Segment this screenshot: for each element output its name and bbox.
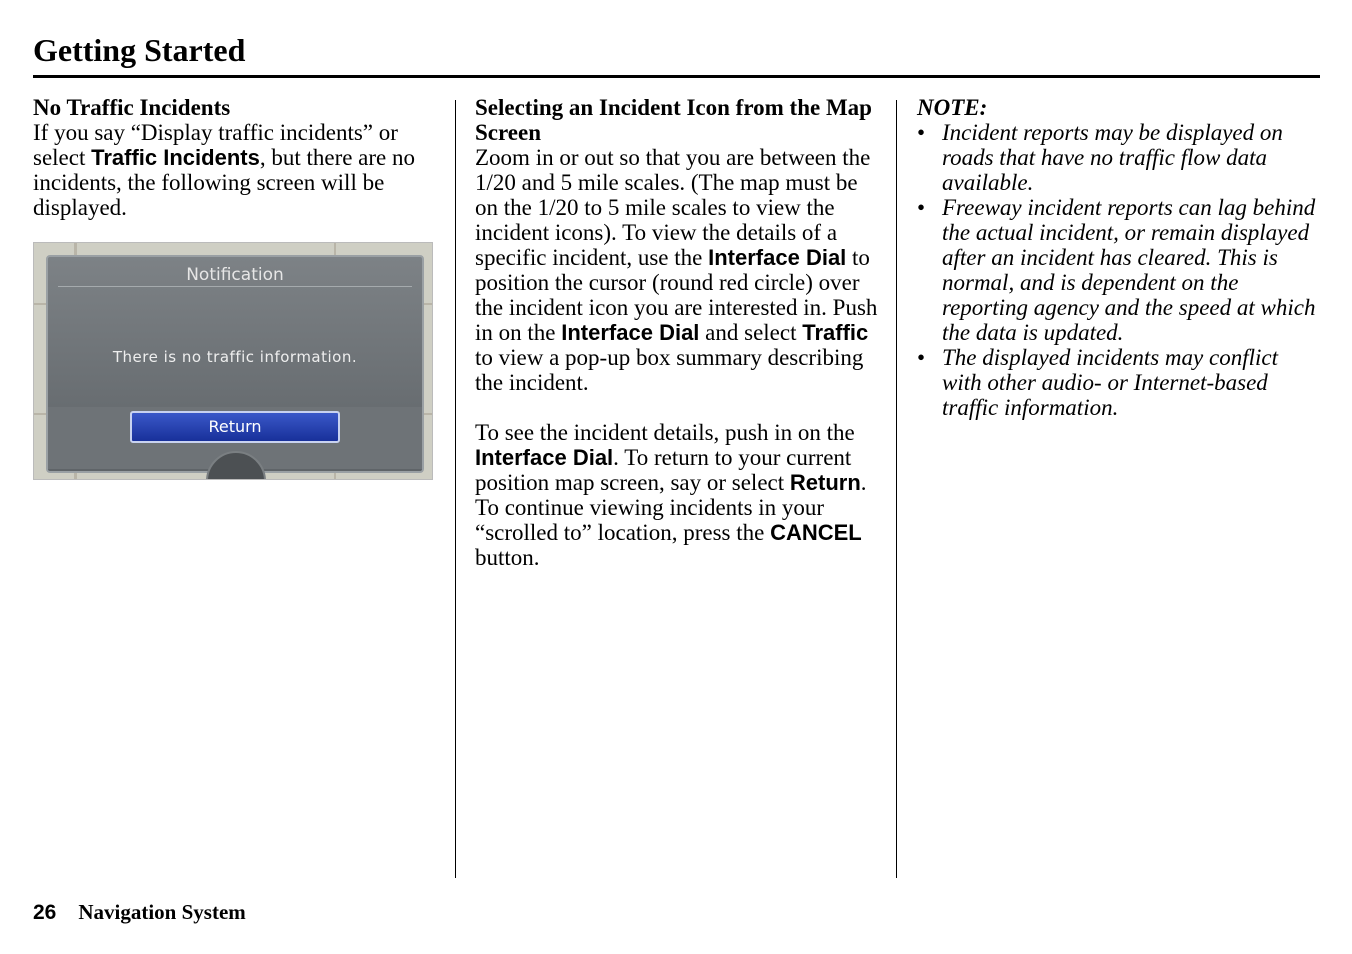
paragraph-incident-details: To see the incident details, push in on the Interface Dial. To return to your current position map screen, say or select Return. To continue viewing incidents in your “scrolled to” location, press the CANCEL button.: [475, 420, 867, 570]
term-interface-dial: Interface Dial: [561, 320, 700, 345]
term-interface-dial: Interface Dial: [708, 245, 847, 270]
bullet-icon: •: [917, 120, 926, 145]
paragraph-selecting-incident: Zoom in or out so that you are between the 1/20 and 5 mile scales. (The map must be on the 1/20 to 5 mile scales to view the incident icons). To view the details of a specific incident, use the Interface Dial to position the cursor (round red circle) over the incident icon you are interested in. Push in on the Interface Dial and select Traffic to view a pop-up box summary describing the incident.: [475, 145, 878, 395]
notification-screenshot: [33, 242, 433, 480]
bullet-icon: •: [917, 195, 926, 220]
note-title: NOTE:: [917, 95, 988, 120]
dialog-message: There is no traffic information.: [112, 348, 358, 366]
term-interface-dial: Interface Dial: [475, 445, 614, 470]
note-item: • Freeway incident reports can lag behind the actual incident, or remain displayed after an incident has cleared. This is normal, and is dependent on the reporting agency and the speed at which the data is updated.: [917, 195, 1316, 345]
note-item: • Incident reports may be displayed on roads that have no traffic flow data available.: [917, 120, 1283, 195]
term-return: Return: [789, 470, 861, 495]
note-item: • The displayed incidents may conflict with other audio- or Internet-based traffic information.: [917, 345, 1278, 420]
page-footer: [33, 899, 246, 926]
note-list: [917, 120, 1322, 420]
column-divider-right: [896, 100, 897, 878]
title-rule: [33, 75, 1320, 78]
section-heading-selecting-incident: Selecting an Incident Icon from the Map Screen: [475, 95, 872, 145]
notification-dialog: [46, 255, 424, 473]
dialog-title: Notification: [186, 265, 284, 285]
paragraph-no-traffic: If you say “Display traffic incidents” or select Traffic Incidents, but there are no incidents, the following screen will be displayed.: [33, 120, 416, 220]
return-button: Return: [130, 411, 340, 443]
column-middle: [475, 95, 880, 570]
bullet-icon: •: [917, 345, 926, 370]
column-divider-left: [455, 100, 456, 878]
term-cancel: CANCEL: [770, 520, 862, 545]
footer-title: Navigation System: [78, 900, 246, 924]
section-heading-no-traffic: No Traffic Incidents: [33, 95, 231, 120]
column-right: [917, 95, 1322, 420]
term-traffic-incidents: Traffic Incidents: [91, 145, 260, 170]
term-traffic: Traffic: [802, 320, 869, 345]
page-title: Getting Started: [33, 32, 246, 68]
page-number: 26: [33, 901, 57, 924]
dialog-title-rule: [58, 286, 412, 287]
column-left: [33, 95, 438, 480]
